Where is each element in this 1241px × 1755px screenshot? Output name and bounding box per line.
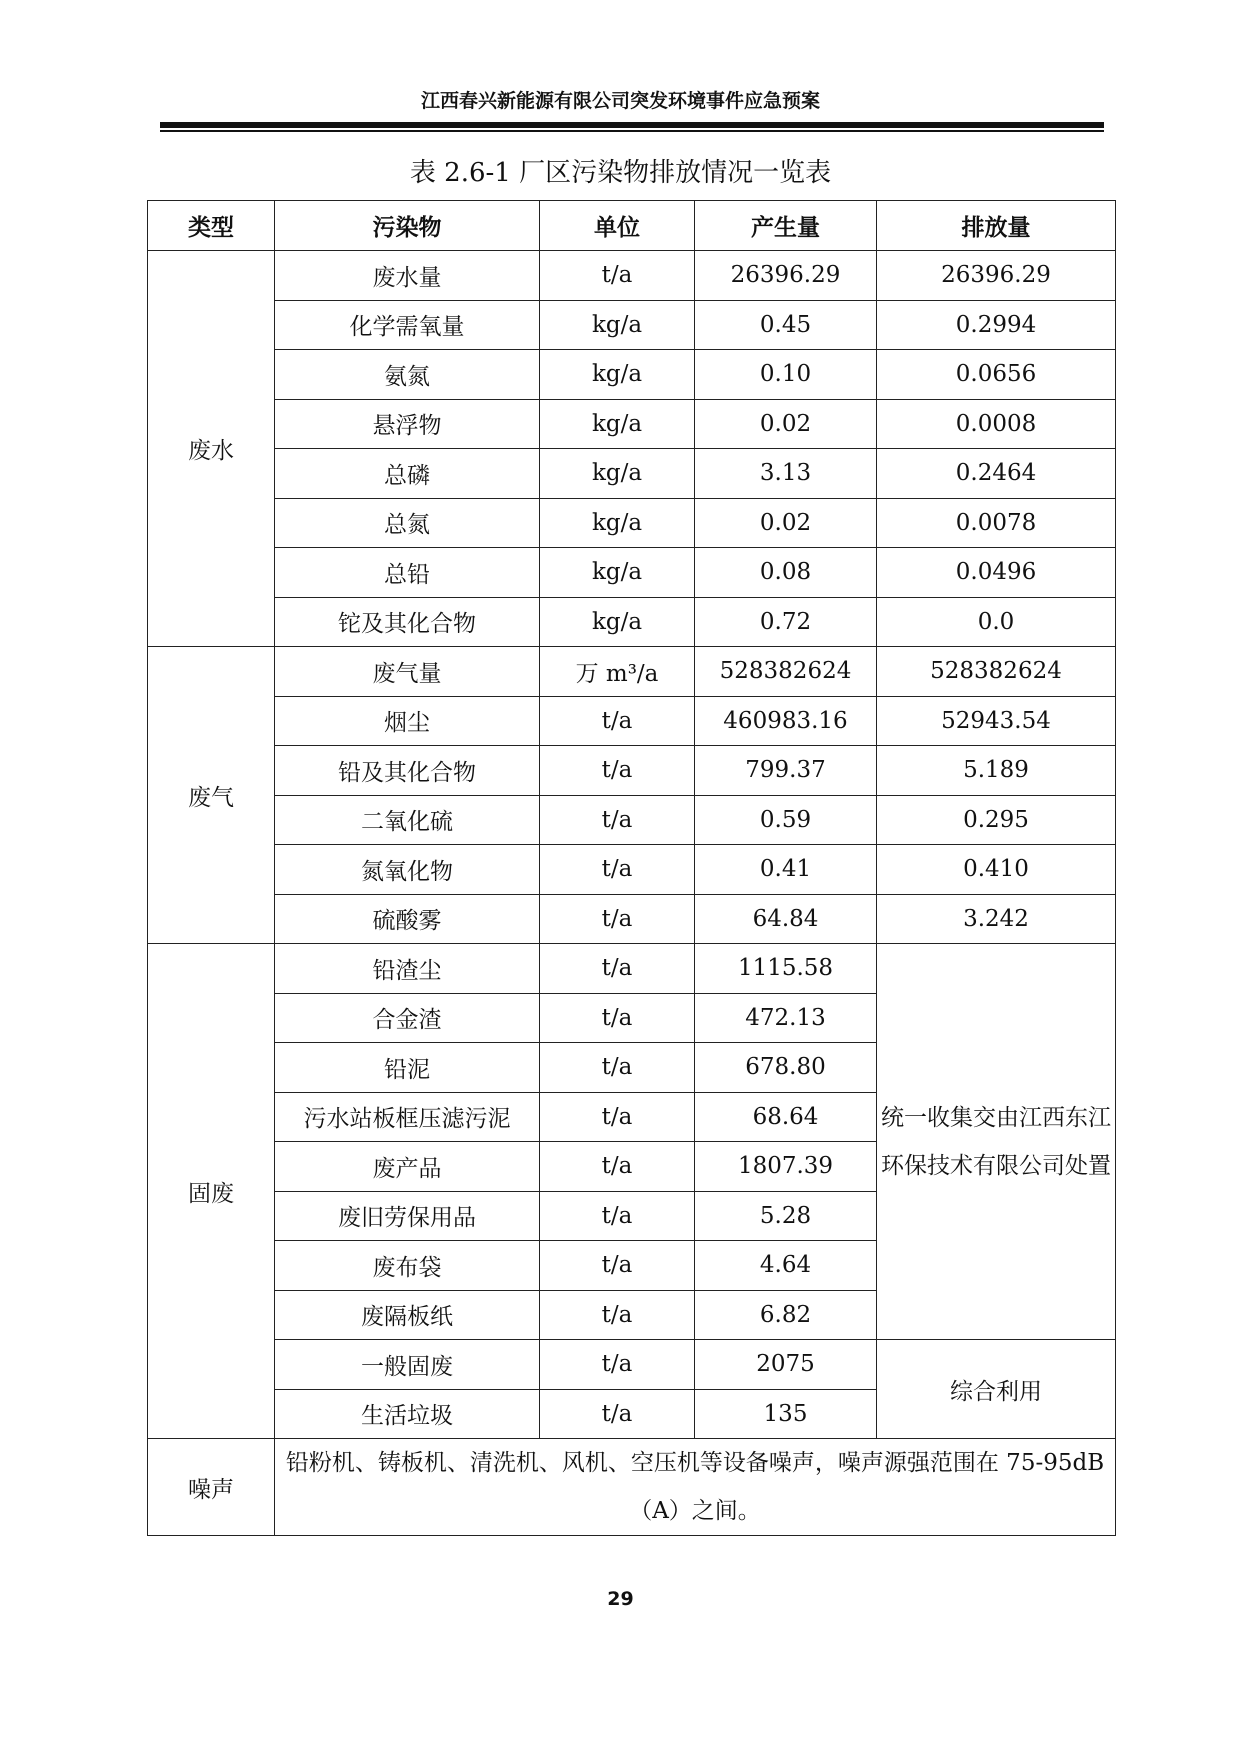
unit-cell: kg/a: [540, 399, 695, 449]
table-title: 表 2.6-1 厂区污染物排放情况一览表: [409, 158, 832, 188]
discharged-cell: 0.0: [877, 597, 1116, 647]
unit-cell: t/a: [540, 1191, 695, 1241]
pollutant-cell: 一般固废: [275, 1340, 540, 1390]
unit-cell: kg/a: [540, 300, 695, 350]
pollutant-cell: 烟尘: [275, 696, 540, 746]
pollutant-cell: 二氧化硫: [275, 795, 540, 845]
generated-cell: 472.13: [695, 993, 877, 1043]
table-row: [148, 647, 1116, 697]
discharged-cell: 52943.54: [877, 696, 1116, 746]
unit-cell: t/a: [540, 1092, 695, 1142]
table-row: [148, 350, 1116, 400]
unit-cell: t/a: [540, 746, 695, 796]
unit-cell: t/a: [540, 1142, 695, 1192]
type-cell: 废水: [148, 251, 275, 647]
pollutant-cell: 铅渣尘: [275, 944, 540, 994]
table-row: [148, 1439, 1116, 1536]
pollutant-cell: 铊及其化合物: [275, 597, 540, 647]
pollutant-cell: 废产品: [275, 1142, 540, 1192]
pollutant-cell: 化学需氧量: [275, 300, 540, 350]
generated-cell: 799.37: [695, 746, 877, 796]
unit-cell: t/a: [540, 1389, 695, 1439]
discharged-cell: 0.295: [877, 795, 1116, 845]
pollutant-cell: 悬浮物: [275, 399, 540, 449]
generated-cell: 0.72: [695, 597, 877, 647]
generated-cell: 4.64: [695, 1241, 877, 1291]
unit-cell: kg/a: [540, 548, 695, 598]
discharged-cell: 0.410: [877, 845, 1116, 895]
discharged-cell: 3.242: [877, 894, 1116, 944]
column-header: 产生量: [695, 201, 877, 251]
generated-cell: 1807.39: [695, 1142, 877, 1192]
discharged-cell: 0.2464: [877, 449, 1116, 499]
generated-cell: 6.82: [695, 1290, 877, 1340]
pollutant-cell: 合金渣: [275, 993, 540, 1043]
discharged-cell: 0.0008: [877, 399, 1116, 449]
generated-cell: 2075: [695, 1340, 877, 1390]
pollutant-cell: 硫酸雾: [275, 894, 540, 944]
disposal-cell-hazardous: 统一收集交由江西东江环保技术有限公司处置: [877, 944, 1116, 1340]
pollutant-emission-table: [147, 200, 1116, 1536]
table-row: [148, 548, 1116, 598]
table-row: [148, 795, 1116, 845]
unit-cell: t/a: [540, 1043, 695, 1093]
page-number: 29: [607, 1588, 634, 1610]
page-header: 江西春兴新能源有限公司突发环境事件应急预案: [420, 90, 820, 112]
pollutant-cell: 氮氧化物: [275, 845, 540, 895]
discharged-cell: 26396.29: [877, 251, 1116, 301]
unit-cell: t/a: [540, 894, 695, 944]
discharged-cell: 0.0078: [877, 498, 1116, 548]
generated-cell: 64.84: [695, 894, 877, 944]
discharged-cell: 0.0496: [877, 548, 1116, 598]
unit-cell: t/a: [540, 251, 695, 301]
unit-cell: kg/a: [540, 498, 695, 548]
table-row: [148, 696, 1116, 746]
discharged-cell: 0.2994: [877, 300, 1116, 350]
generated-cell: 135: [695, 1389, 877, 1439]
generated-cell: 528382624: [695, 647, 877, 697]
unit-cell: t/a: [540, 993, 695, 1043]
pollutant-cell: 生活垃圾: [275, 1389, 540, 1439]
pollutant-cell: 总铅: [275, 548, 540, 598]
header-rule: [160, 122, 1104, 132]
discharged-cell: 528382624: [877, 647, 1116, 697]
unit-cell: t/a: [540, 1241, 695, 1291]
pollutant-cell: 总氮: [275, 498, 540, 548]
generated-cell: 0.02: [695, 399, 877, 449]
pollutant-cell: 污水站板框压滤污泥: [275, 1092, 540, 1142]
table-row: [148, 498, 1116, 548]
table-row: [148, 894, 1116, 944]
unit-cell: kg/a: [540, 350, 695, 400]
table-row: [148, 399, 1116, 449]
table-row: [148, 845, 1116, 895]
pollutant-cell: 废气量: [275, 647, 540, 697]
generated-cell: 3.13: [695, 449, 877, 499]
generated-cell: 1115.58: [695, 944, 877, 994]
pollutant-cell: 废水量: [275, 251, 540, 301]
header-row: [148, 201, 1116, 251]
noise-description: 铅粉机、铸板机、清洗机、风机、空压机等设备噪声，噪声源强范围在 75-95dB（A）之间。: [275, 1439, 1116, 1536]
type-cell: 固废: [148, 944, 275, 1439]
generated-cell: 0.10: [695, 350, 877, 400]
type-cell: 噪声: [148, 1439, 275, 1536]
generated-cell: 0.45: [695, 300, 877, 350]
pollutant-cell: 氨氮: [275, 350, 540, 400]
discharged-cell: 5.189: [877, 746, 1116, 796]
unit-cell: 万 m³/a: [540, 647, 695, 697]
type-cell: 废气: [148, 647, 275, 944]
generated-cell: 5.28: [695, 1191, 877, 1241]
column-header: 排放量: [877, 201, 1116, 251]
unit-cell: t/a: [540, 1290, 695, 1340]
table-row: [148, 251, 1116, 301]
generated-cell: 678.80: [695, 1043, 877, 1093]
generated-cell: 0.08: [695, 548, 877, 598]
generated-cell: 68.64: [695, 1092, 877, 1142]
unit-cell: t/a: [540, 944, 695, 994]
table-row: [148, 597, 1116, 647]
pollutant-cell: 废布袋: [275, 1241, 540, 1291]
column-header: 类型: [148, 201, 275, 251]
table-row: [148, 1340, 1116, 1390]
column-header: 单位: [540, 201, 695, 251]
table-row: [148, 746, 1116, 796]
generated-cell: 26396.29: [695, 251, 877, 301]
generated-cell: 0.59: [695, 795, 877, 845]
unit-cell: kg/a: [540, 597, 695, 647]
unit-cell: t/a: [540, 795, 695, 845]
pollutant-cell: 总磷: [275, 449, 540, 499]
pollutant-cell: 废隔板纸: [275, 1290, 540, 1340]
pollutant-cell: 铅泥: [275, 1043, 540, 1093]
pollutant-cell: 铅及其化合物: [275, 746, 540, 796]
disposal-cell-general: 综合利用: [877, 1340, 1116, 1439]
unit-cell: kg/a: [540, 449, 695, 499]
unit-cell: t/a: [540, 696, 695, 746]
table-row: [148, 300, 1116, 350]
discharged-cell: 0.0656: [877, 350, 1116, 400]
table-row: [148, 449, 1116, 499]
generated-cell: 460983.16: [695, 696, 877, 746]
pollutant-cell: 废旧劳保用品: [275, 1191, 540, 1241]
generated-cell: 0.41: [695, 845, 877, 895]
table-row: [148, 944, 1116, 994]
unit-cell: t/a: [540, 1340, 695, 1390]
unit-cell: t/a: [540, 845, 695, 895]
generated-cell: 0.02: [695, 498, 877, 548]
column-header: 污染物: [275, 201, 540, 251]
